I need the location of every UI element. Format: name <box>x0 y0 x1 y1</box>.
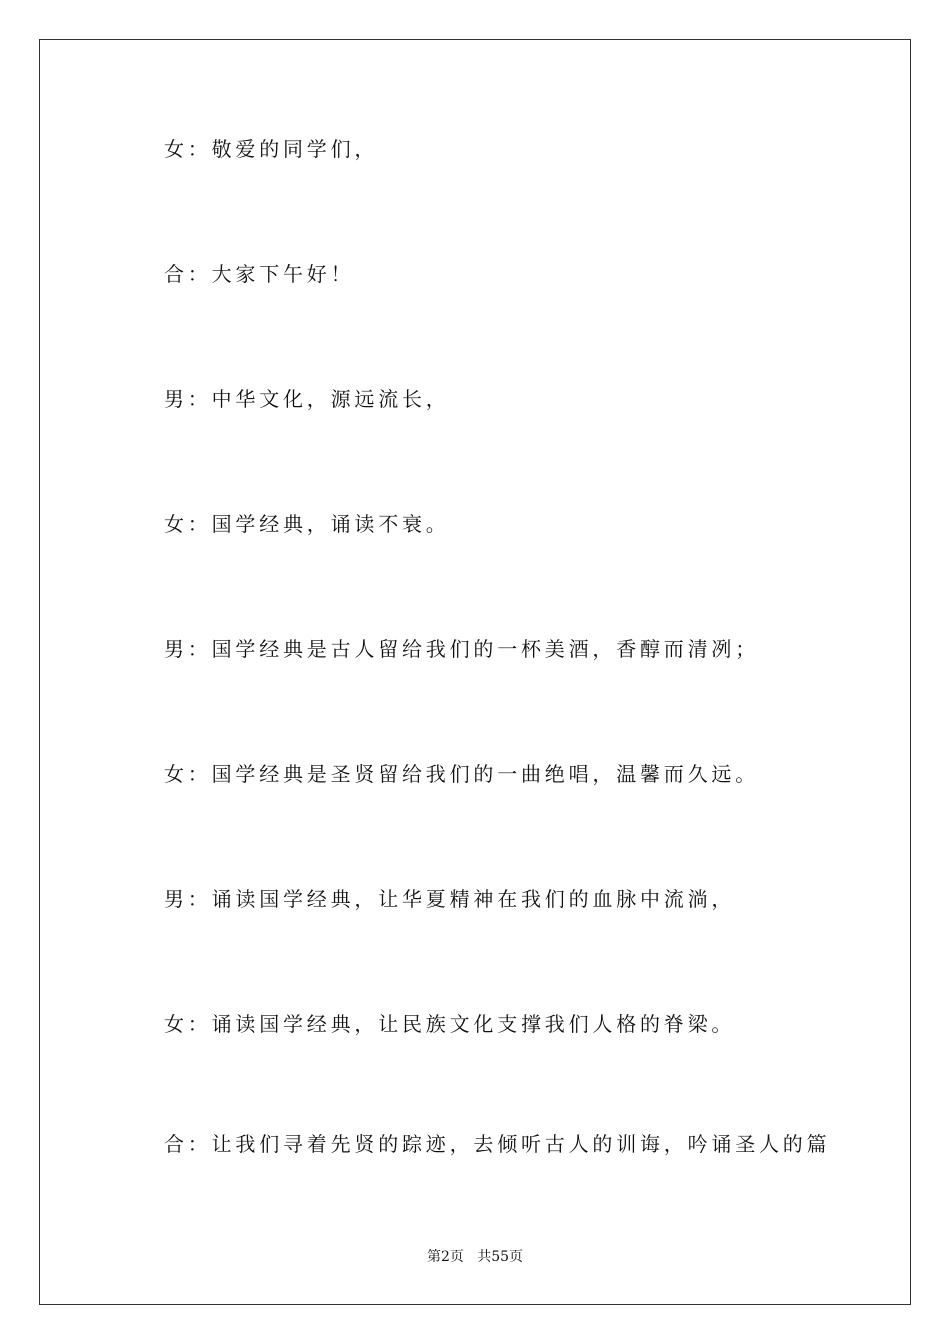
page-border <box>39 39 911 1305</box>
script-line: 女：国学经典是圣贤留给我们的一曲绝唱，温馨而久远。 <box>164 762 759 786</box>
script-line: 女：敬爱的同学们， <box>164 137 379 161</box>
script-line: 合：让我们寻着先贤的踪迹，去倾听古人的训诲，吟诵圣人的篇 <box>164 1132 831 1156</box>
script-line: 女：国学经典，诵读不衰。 <box>164 512 450 536</box>
page-number-footer: 第2页 共55页 <box>426 1249 524 1265</box>
script-line: 男：诵读国学经典，让华夏精神在我们的血脉中流淌， <box>164 887 736 911</box>
script-line: 男：中华文化，源远流长， <box>164 387 450 411</box>
script-line: 男：国学经典是古人留给我们的一杯美酒，香醇而清冽； <box>164 637 759 661</box>
script-line: 女：诵读国学经典，让民族文化支撑我们人格的脊梁。 <box>164 1012 736 1036</box>
script-line: 合：大家下午好！ <box>164 262 355 286</box>
